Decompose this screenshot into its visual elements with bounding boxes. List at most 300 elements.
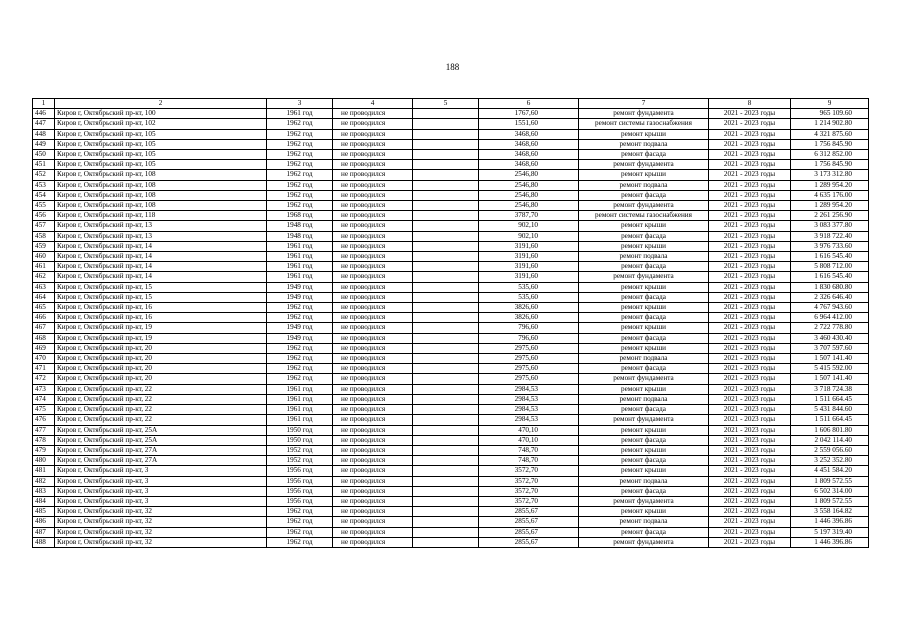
last-repair-cell: не проводился [333,190,413,200]
empty-cell [413,486,479,496]
empty-cell [413,160,479,170]
period-cell: 2021 - 2023 годы [709,231,791,241]
cost-cell: 1 616 545.40 [791,272,869,282]
cost-cell: 5 197 319.40 [791,527,869,537]
area-cell: 2546,80 [479,180,579,190]
cost-cell: 1 446 396.86 [791,517,869,527]
row-number: 448 [33,129,55,139]
empty-cell [413,272,479,282]
empty-cell [413,201,479,211]
table-header-row [33,99,869,109]
empty-cell [413,129,479,139]
row-number: 478 [33,435,55,445]
empty-cell [413,435,479,445]
work-type-cell: ремонт крыши [579,507,709,517]
address-cell: Киров г, Октябрьский пр-кт, 102 [55,119,267,129]
area-cell: 3468,60 [479,160,579,170]
address-cell: Киров г, Октябрьский пр-кт, 108 [55,170,267,180]
address-cell: Киров г, Октябрьский пр-кт, 108 [55,190,267,200]
last-repair-cell: не проводился [333,282,413,292]
empty-cell [413,139,479,149]
period-cell: 2021 - 2023 годы [709,180,791,190]
empty-cell [413,343,479,353]
table-row [33,231,869,241]
row-number: 476 [33,415,55,425]
period-cell: 2021 - 2023 годы [709,252,791,262]
table-row [33,139,869,149]
work-type-cell: ремонт подвала [579,476,709,486]
address-cell: Киров г, Октябрьский пр-кт, 14 [55,241,267,251]
address-cell: Киров г, Октябрьский пр-кт, 13 [55,221,267,231]
row-number: 447 [33,119,55,129]
work-type-cell: ремонт крыши [579,323,709,333]
build-year-cell: 1962 год [267,374,333,384]
build-year-cell: 1962 год [267,343,333,353]
empty-cell [413,323,479,333]
last-repair-cell: не проводился [333,333,413,343]
cost-cell: 3 460 430.40 [791,333,869,343]
period-cell: 2021 - 2023 годы [709,445,791,455]
last-repair-cell: не проводился [333,139,413,149]
work-type-cell: ремонт подвала [579,180,709,190]
empty-cell [413,170,479,180]
address-cell: Киров г, Октябрьский пр-кт, 16 [55,313,267,323]
work-type-cell: ремонт крыши [579,425,709,435]
row-number: 458 [33,231,55,241]
work-type-cell: ремонт фундамента [579,109,709,119]
area-cell: 535,60 [479,282,579,292]
table-row [33,394,869,404]
cost-cell: 5 415 592.00 [791,364,869,374]
build-year-cell: 1962 год [267,364,333,374]
last-repair-cell: не проводился [333,262,413,272]
table-row [33,486,869,496]
work-type-cell: ремонт крыши [579,129,709,139]
build-year-cell: 1952 год [267,456,333,466]
table-row [33,517,869,527]
table-row [33,129,869,139]
address-cell: Киров г, Октябрьский пр-кт, 20 [55,364,267,374]
cost-cell: 1 507 141.40 [791,354,869,364]
table-row [33,221,869,231]
address-cell: Киров г, Октябрьский пр-кт, 105 [55,150,267,160]
last-repair-cell: не проводился [333,445,413,455]
area-cell: 2855,67 [479,507,579,517]
empty-cell [413,537,479,547]
work-type-cell: ремонт фасада [579,190,709,200]
period-cell: 2021 - 2023 годы [709,537,791,547]
build-year-cell: 1962 год [267,119,333,129]
table-row [33,211,869,221]
column-header: 1 [33,99,55,109]
build-year-cell: 1962 год [267,527,333,537]
work-type-cell: ремонт фасада [579,262,709,272]
period-cell: 2021 - 2023 годы [709,466,791,476]
build-year-cell: 1961 год [267,252,333,262]
last-repair-cell: не проводился [333,211,413,221]
table-row [33,496,869,506]
column-header: 5 [413,99,479,109]
empty-cell [413,190,479,200]
work-type-cell: ремонт крыши [579,241,709,251]
area-cell: 3826,60 [479,303,579,313]
work-type-cell: ремонт фундамента [579,374,709,384]
empty-cell [413,425,479,435]
column-header: 7 [579,99,709,109]
work-type-cell: ремонт фасада [579,527,709,537]
empty-cell [413,231,479,241]
row-number: 452 [33,170,55,180]
address-cell: Киров г, Октябрьский пр-кт, 15 [55,282,267,292]
last-repair-cell: не проводился [333,415,413,425]
last-repair-cell: не проводился [333,292,413,302]
table-row [33,425,869,435]
cost-cell: 2 326 646.40 [791,292,869,302]
column-header: 6 [479,99,579,109]
work-type-cell: ремонт фундамента [579,201,709,211]
cost-cell: 1 756 845.90 [791,139,869,149]
work-type-cell: ремонт фасада [579,364,709,374]
last-repair-cell: не проводился [333,394,413,404]
address-cell: Киров г, Октябрьский пр-кт, 105 [55,160,267,170]
table-row [33,180,869,190]
cost-cell: 1 756 845.90 [791,160,869,170]
cost-cell: 2 261 256.90 [791,211,869,221]
row-number: 451 [33,160,55,170]
empty-cell [413,405,479,415]
build-year-cell: 1962 год [267,150,333,160]
empty-cell [413,354,479,364]
build-year-cell: 1948 год [267,221,333,231]
cost-cell: 3 083 377.80 [791,221,869,231]
row-number: 486 [33,517,55,527]
work-type-cell: ремонт фасада [579,231,709,241]
address-cell: Киров г, Октябрьский пр-кт, 22 [55,405,267,415]
area-cell: 2546,80 [479,190,579,200]
table-row [33,303,869,313]
table-row [33,190,869,200]
cost-cell: 4 451 584.20 [791,466,869,476]
empty-cell [413,221,479,231]
table-row [33,343,869,353]
address-cell: Киров г, Октябрьский пр-кт, 100 [55,109,267,119]
build-year-cell: 1962 год [267,160,333,170]
build-year-cell: 1961 год [267,394,333,404]
cost-cell: 3 558 164.82 [791,507,869,517]
area-cell: 3572,70 [479,496,579,506]
period-cell: 2021 - 2023 годы [709,507,791,517]
last-repair-cell: не проводился [333,160,413,170]
build-year-cell: 1962 год [267,201,333,211]
build-year-cell: 1962 год [267,139,333,149]
area-cell: 3787,70 [479,211,579,221]
area-cell: 3191,60 [479,252,579,262]
empty-cell [413,364,479,374]
address-cell: Киров г, Октябрьский пр-кт, 108 [55,180,267,190]
period-cell: 2021 - 2023 годы [709,425,791,435]
cost-cell: 1 809 572.55 [791,496,869,506]
row-number: 446 [33,109,55,119]
last-repair-cell: не проводился [333,425,413,435]
table-row [33,527,869,537]
address-cell: Киров г, Октябрьский пр-кт, 27А [55,445,267,455]
build-year-cell: 1950 год [267,435,333,445]
empty-cell [413,119,479,129]
work-type-cell: ремонт фундамента [579,160,709,170]
empty-cell [413,517,479,527]
empty-cell [413,303,479,313]
build-year-cell: 1961 год [267,272,333,282]
work-type-cell: ремонт фундамента [579,415,709,425]
period-cell: 2021 - 2023 годы [709,262,791,272]
last-repair-cell: не проводился [333,221,413,231]
table-row [33,507,869,517]
cost-cell: 1 507 141.40 [791,374,869,384]
cost-cell: 1 809 572.55 [791,476,869,486]
period-cell: 2021 - 2023 годы [709,343,791,353]
cost-cell: 3 252 352.80 [791,456,869,466]
row-number: 488 [33,537,55,547]
last-repair-cell: не проводился [333,252,413,262]
cost-cell: 6 312 852.00 [791,150,869,160]
period-cell: 2021 - 2023 годы [709,292,791,302]
row-number: 449 [33,139,55,149]
area-cell: 748,70 [479,445,579,455]
period-cell: 2021 - 2023 годы [709,476,791,486]
period-cell: 2021 - 2023 годы [709,170,791,180]
row-number: 450 [33,150,55,160]
row-number: 463 [33,282,55,292]
empty-cell [413,415,479,425]
row-number: 453 [33,180,55,190]
column-header: 3 [267,99,333,109]
build-year-cell: 1962 год [267,313,333,323]
cost-cell: 1 511 664.45 [791,415,869,425]
cost-cell: 1 289 954.20 [791,201,869,211]
row-number: 479 [33,445,55,455]
cost-cell: 1 511 664.45 [791,394,869,404]
row-number: 485 [33,507,55,517]
cost-cell: 6 964 412.00 [791,313,869,323]
address-cell: Киров г, Октябрьский пр-кт, 25А [55,425,267,435]
area-cell: 748,70 [479,456,579,466]
work-type-cell: ремонт подвала [579,252,709,262]
table-row [33,333,869,343]
last-repair-cell: не проводился [333,343,413,353]
row-number: 487 [33,527,55,537]
work-type-cell: ремонт фундамента [579,272,709,282]
period-cell: 2021 - 2023 годы [709,160,791,170]
address-cell: Киров г, Октябрьский пр-кт, 14 [55,272,267,282]
period-cell: 2021 - 2023 годы [709,456,791,466]
cost-cell: 1 606 801.80 [791,425,869,435]
address-cell: Киров г, Октябрьский пр-кт, 14 [55,252,267,262]
table-row [33,313,869,323]
table-row [33,119,869,129]
table-row [33,354,869,364]
row-number: 483 [33,486,55,496]
last-repair-cell: не проводился [333,201,413,211]
column-header: 8 [709,99,791,109]
table-row [33,160,869,170]
work-type-cell: ремонт фундамента [579,537,709,547]
address-cell: Киров г, Октябрьский пр-кт, 108 [55,201,267,211]
cost-cell: 2 042 114.40 [791,435,869,445]
address-cell: Киров г, Октябрьский пр-кт, 22 [55,384,267,394]
last-repair-cell: не проводился [333,466,413,476]
build-year-cell: 1968 год [267,211,333,221]
period-cell: 2021 - 2023 годы [709,364,791,374]
empty-cell [413,109,479,119]
table-row [33,364,869,374]
work-type-cell: ремонт крыши [579,343,709,353]
period-cell: 2021 - 2023 годы [709,384,791,394]
table-row [33,150,869,160]
work-type-cell: ремонт фасада [579,405,709,415]
build-year-cell: 1962 год [267,170,333,180]
row-number: 477 [33,425,55,435]
address-cell: Киров г, Октябрьский пр-кт, 32 [55,537,267,547]
work-type-cell: ремонт крыши [579,466,709,476]
last-repair-cell: не проводился [333,354,413,364]
row-number: 465 [33,303,55,313]
table-row [33,384,869,394]
address-cell: Киров г, Октябрьский пр-кт, 3 [55,466,267,476]
empty-cell [413,507,479,517]
last-repair-cell: не проводился [333,364,413,374]
period-cell: 2021 - 2023 годы [709,496,791,506]
period-cell: 2021 - 2023 годы [709,394,791,404]
address-cell: Киров г, Октябрьский пр-кт, 16 [55,303,267,313]
build-year-cell: 1949 год [267,333,333,343]
row-number: 456 [33,211,55,221]
last-repair-cell: не проводился [333,272,413,282]
row-number: 480 [33,456,55,466]
cost-cell: 6 502 314.00 [791,486,869,496]
empty-cell [413,445,479,455]
area-cell: 2975,60 [479,374,579,384]
build-year-cell: 1962 год [267,537,333,547]
address-cell: Киров г, Октябрьский пр-кт, 19 [55,333,267,343]
empty-cell [413,374,479,384]
address-cell: Киров г, Октябрьский пр-кт, 19 [55,323,267,333]
work-type-cell: ремонт подвала [579,139,709,149]
last-repair-cell: не проводился [333,323,413,333]
column-header: 4 [333,99,413,109]
address-cell: Киров г, Октябрьский пр-кт, 3 [55,476,267,486]
build-year-cell: 1962 год [267,180,333,190]
area-cell: 3191,60 [479,272,579,282]
period-cell: 2021 - 2023 годы [709,272,791,282]
area-cell: 535,60 [479,292,579,302]
work-type-cell: ремонт фасада [579,486,709,496]
period-cell: 2021 - 2023 годы [709,333,791,343]
work-type-cell: ремонт крыши [579,170,709,180]
period-cell: 2021 - 2023 годы [709,313,791,323]
last-repair-cell: не проводился [333,109,413,119]
address-cell: Киров г, Октябрьский пр-кт, 25А [55,435,267,445]
row-number: 484 [33,496,55,506]
table-row [33,252,869,262]
work-type-cell: ремонт фасада [579,150,709,160]
last-repair-cell: не проводился [333,231,413,241]
area-cell: 2984,53 [479,405,579,415]
last-repair-cell: не проводился [333,170,413,180]
work-type-cell: ремонт крыши [579,221,709,231]
table-row [33,466,869,476]
address-cell: Киров г, Октябрьский пр-кт, 3 [55,496,267,506]
cost-cell: 2 559 056.60 [791,445,869,455]
period-cell: 2021 - 2023 годы [709,150,791,160]
period-cell: 2021 - 2023 годы [709,211,791,221]
work-type-cell: ремонт фасада [579,292,709,302]
row-number: 466 [33,313,55,323]
build-year-cell: 1956 год [267,466,333,476]
build-year-cell: 1961 год [267,384,333,394]
period-cell: 2021 - 2023 годы [709,486,791,496]
build-year-cell: 1950 год [267,425,333,435]
build-year-cell: 1962 год [267,354,333,364]
period-cell: 2021 - 2023 годы [709,517,791,527]
row-number: 467 [33,323,55,333]
build-year-cell: 1952 год [267,445,333,455]
address-cell: Киров г, Октябрьский пр-кт, 15 [55,292,267,302]
last-repair-cell: не проводился [333,374,413,384]
table-row [33,292,869,302]
table-row [33,323,869,333]
period-cell: 2021 - 2023 годы [709,435,791,445]
address-cell: Киров г, Октябрьский пр-кт, 27А [55,456,267,466]
table-row [33,109,869,119]
area-cell: 2855,67 [479,527,579,537]
cost-cell: 4 635 176.00 [791,190,869,200]
cost-cell: 3 918 722.40 [791,231,869,241]
period-cell: 2021 - 2023 годы [709,282,791,292]
empty-cell [413,456,479,466]
address-cell: Киров г, Октябрьский пр-кт, 13 [55,231,267,241]
work-type-cell: ремонт крыши [579,303,709,313]
work-type-cell: ремонт крыши [579,384,709,394]
table-row [33,456,869,466]
table-row [33,415,869,425]
cost-cell: 4 767 943.60 [791,303,869,313]
address-cell: Киров г, Октябрьский пр-кт, 32 [55,507,267,517]
cost-cell: 1 446 396.86 [791,537,869,547]
cost-cell: 5 431 844.60 [791,405,869,415]
area-cell: 2546,80 [479,170,579,180]
cost-cell: 2 722 778.80 [791,323,869,333]
area-cell: 2975,60 [479,354,579,364]
row-number: 454 [33,190,55,200]
build-year-cell: 1961 год [267,109,333,119]
period-cell: 2021 - 2023 годы [709,109,791,119]
work-type-cell: ремонт крыши [579,445,709,455]
work-type-cell: ремонт фасада [579,456,709,466]
empty-cell [413,333,479,343]
period-cell: 2021 - 2023 годы [709,201,791,211]
work-type-cell: ремонт подвала [579,394,709,404]
row-number: 474 [33,394,55,404]
area-cell: 3191,60 [479,262,579,272]
column-header: 9 [791,99,869,109]
build-year-cell: 1962 год [267,517,333,527]
cost-cell: 3 707 597.60 [791,343,869,353]
build-year-cell: 1961 год [267,415,333,425]
work-type-cell: ремонт фундамента [579,496,709,506]
table-row [33,537,869,547]
last-repair-cell: не проводился [333,435,413,445]
last-repair-cell: не проводился [333,537,413,547]
